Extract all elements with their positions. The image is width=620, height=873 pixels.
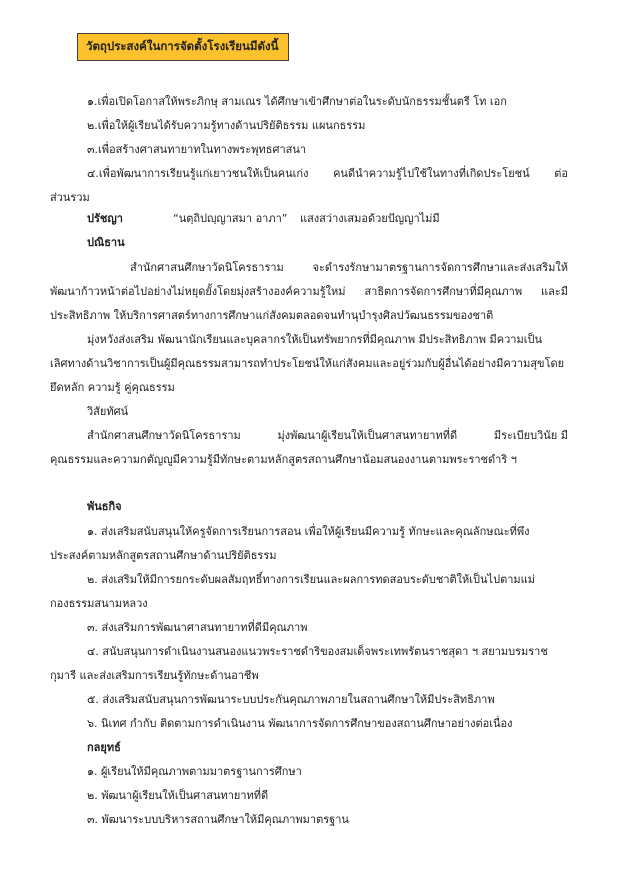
mission-item-3: ๓. ส่งเสริมการพัฒนาศาสนทายาทที่ดีมีคุณภาพ [87,621,308,634]
philosophy-heading: ปรัชญา [87,212,123,225]
commitment-line-2-part-1: พัฒนาก้าวหน้าต่อไปอย่างไม่หยุดยั้งโดยมุ่งสร้างองค์ความรู้ใหม่ [50,285,346,298]
commitment-heading: ปณิธาน [87,236,125,249]
mission-item-1-continued: ประสงค์ตามหลักสูตรสถานศึกษาด้านปริยัติธรรม [50,549,277,562]
commitment-line-3: ประสิทธิภาพ ให้บริการศาสตร์ทางการศึกษาแก่สังคมตลอดจนทำนุบำรุงศิลปวัฒนธรรมของชาติ [50,309,494,322]
mission-item-4-continued: กุมารี และส่งเสริมการเรียนรู้ทักษะด้านอาชีพ [50,669,259,682]
objective-1: ๑.เพื่อเปิดโอกาสให้พระภิกษุ สามเณร ได้ศึกษาเข้าศึกษาต่อในระดับนักธรรมชั้นตรี โท เอก [87,95,507,108]
mission-item-2: ๒. ส่งเสริมให้มีการยกระดับผลสัมฤทธิ์ทางการเรียนและผลการทดสอบระดับชาติให้เป็นไปตามแม่ [87,573,535,586]
strategy-item-3: ๓. พัฒนาระบบบริหารสถานศึกษาให้มีคุณภาพมาตรฐาน [87,813,349,826]
objective-3: ๓.เพื่อสร้างศาสนทายาทในทางพระพุทธศาสนา [87,143,307,156]
strategy-item-2: ๒. พัฒนาผู้เรียนให้เป็นศาสนทายาทที่ดี [87,789,269,802]
commitment-line-2-part-3: และมี [541,285,568,298]
objective-4-continued: ส่วนรวม [50,191,90,204]
commitment-line-4: มุ่งหวังส่งเสริม พัฒนานักเรียนและบุคลากรให้เป็นทรัพยากรที่มีคุณภาพ มีประสิทธิภาพ มีความเป็น [87,333,543,346]
commitment-line-5: เลิศทางด้านวิชาการเป็นผู้มีคุณธรรมสามารถทำประโยชน์ให้แก่สังคมและอยู่ร่วมกับผู้อื่นได้อย่างมีความสุขโดย [50,357,565,370]
commitment-line-1 [130,260,568,276]
philosophy-quote: “นตฺถิปญฺญาสมา อาภา” [173,212,288,225]
strategy-item-1: ๑. ผู้เรียนให้มีคุณภาพตามมาตรฐานการศึกษา [87,765,302,778]
mission-item-5: ๕. ส่งเสริมสนับสนุนการพัฒนาระบบประกันคุณภาพภายในสถานศึกษาให้มีประสิทธิภาพ [87,693,495,706]
page-title: วัตถุประสงค์ในการจัดตั้งโรงเรียนมีดังนี้ [77,33,289,61]
mission-item-4: ๔. สนับสนุนการดำเนินงานสนองแนวพระราชดำริของสมเด็จพระเทพรัตนราชสุดา ฯ สยามบรมราช [87,645,548,658]
objective-4-part-1: ๔.เพื่อพัฒนาการเรียนรู้แก่เยาวชนให้เป็นคนเก่ง [87,167,309,180]
objective-4 [87,166,568,182]
mission-item-1: ๑. ส่งเสริมสนับสนุนให้ครูจัดการเรียนการสอน เพื่อให้ผู้เรียนมีความรู้ ทักษะและคุณลักษณะที่พึง [87,525,530,538]
commitment-line-2-part-2: สาธิตการจัดการศึกษาที่มีคุณภาพ [364,285,523,298]
commitment-line-1-part-2: จะดำรงรักษามาตรฐานการจัดการศึกษาและส่งเสริมให้ [312,261,568,274]
vision-line-1-part-1: สำนักศาสนศึกษาวัดนิโครธาราม [87,429,241,442]
vision-line-2: คุณธรรมและความกตัญญูมีความรู้มีทักษะตามหลักสูตรสถานศึกษาน้อมสนองงานตามพระราชดำริ ฯ [50,453,517,466]
mission-item-2-continued: กองธรรมสนามหลวง [50,597,148,610]
mission-heading: พันธกิจ [87,500,122,513]
objective-4-part-2: คนดีนำความรู้ไปใช้ในทางที่เกิดประโยชน์ [333,167,530,180]
objective-2: ๒.เพื่อให้ผู้เรียนได้รับความรู้ทางด้านปริยัติธรรม แผนกธรรม [87,119,366,132]
commitment-line-6: ยึดหลัก ความรู้ คู่คุณธรรม [50,381,175,394]
commitment-line-2 [50,284,568,300]
vision-line-1-part-3: มีระเบียบวินัย มี [493,429,568,442]
vision-heading: วิสัยทัศน์ [87,405,129,418]
strategy-heading: กลยุทธ์ [87,741,121,754]
objective-4-part-3: ต่อ [554,167,568,180]
philosophy-meaning: แสงสว่างเสมอด้วยปัญญาไม่มี [300,212,440,225]
vision-line-1-part-2: มุ่งพัฒนาผู้เรียนให้เป็นศาสนทายาทที่ดี [277,429,458,442]
commitment-line-1-part-1: สำนักศาสนศึกษาวัดนิโครธาราม [130,261,284,274]
mission-item-6: ๖. นิเทศ กำกับ ติดตามการดำเนินงาน พัฒนาการจัดการศึกษาของสถานศึกษาอย่างต่อเนื่อง [87,717,513,730]
vision-line-1 [87,428,568,444]
